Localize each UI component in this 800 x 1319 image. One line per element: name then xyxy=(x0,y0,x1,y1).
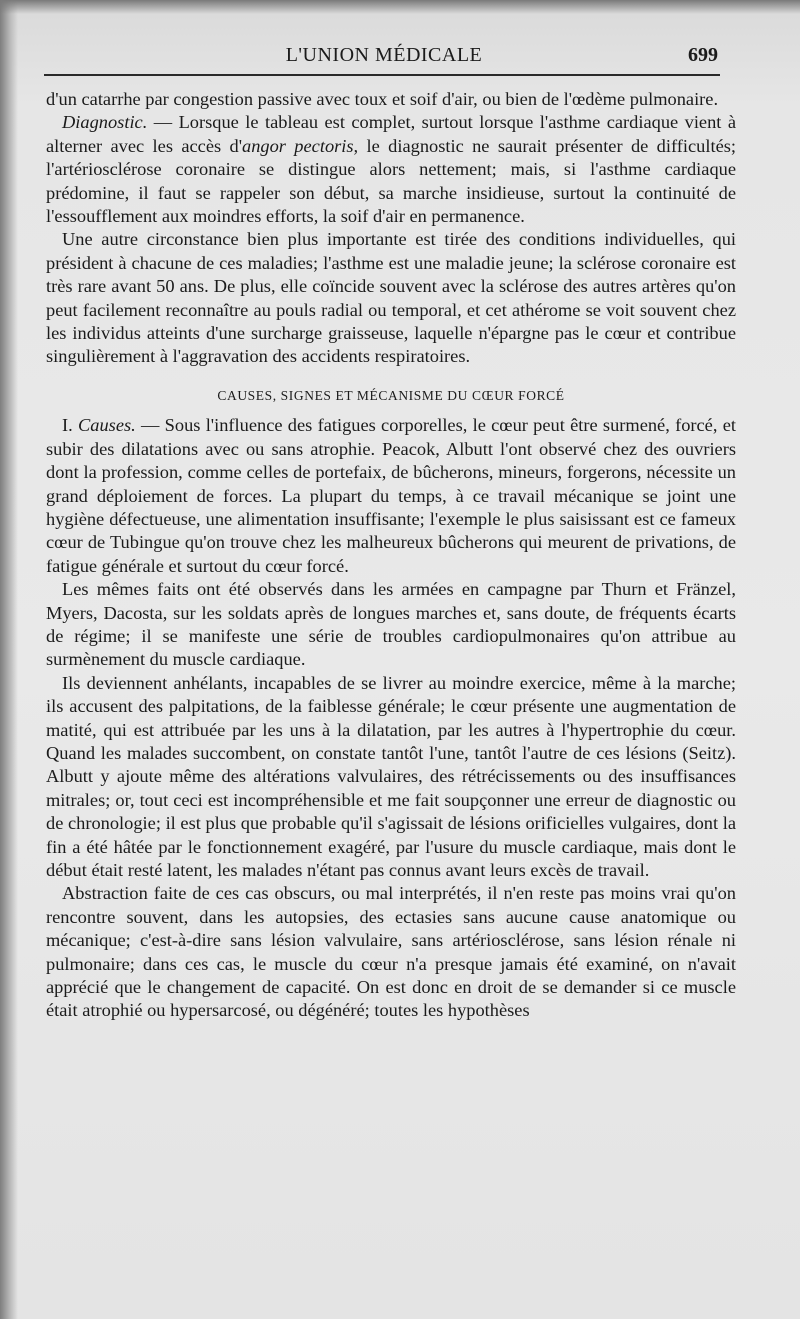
paragraph-lead-diagnostic: Diagnostic. xyxy=(62,112,148,133)
page-gutter-shadow xyxy=(0,0,18,1319)
paragraph-anhelants: Ils deviennent anhélants, incapables de se livrer au moindre exercice, même à la marche; ils accusent des palpitations, de la faiblesse générale; le cœur présente une augmentation de matité, qui est attribuée par les uns à la dilatation, par les autres à l'hypertrophie du cœur. Quand les malades succombent, on constate tantôt l'une, tantôt l'autre de ces lésions (Seitz). Albutt y ajoute même des altérations valvulaires, des rétrécissements ou des insuffisances mitrales; or, tout ceci est incompréhensible et me fait soupçonner une erreur de diagnostic ou de chronologie; il est plus que probable qu'il s'agissait de lésions orificielles vulgaires, dont la fin a été hâtée par le fonctionnement exagéré, par l'usure du muscle cardiaque, mais dont le début était resté latent, les malades n'étant pas connus avant leurs excès de travail. xyxy=(46,672,736,880)
header-rule xyxy=(44,74,720,76)
paragraph-continuation: d'un catarrhe par congestion passive avec toux et soif d'air, ou bien de l'œdème pulmonaire. xyxy=(46,89,719,109)
paragraph-causes xyxy=(46,414,736,578)
page-number: 699 xyxy=(688,44,718,66)
paragraph-diagnostic xyxy=(46,111,736,228)
section-heading: CAUSES, SIGNES ET MÉCANISME DU CŒUR FORCÉ xyxy=(217,387,565,403)
paragraph-abstraction: Abstraction faite de ces cas obscurs, ou mal interprétés, il n'en reste pas moins vrai qu'on rencontre souvent, dans les autopsies, des ectasies sans aucune cause anatomique ou mécanique; c'est-à-dire sans lésion valvulaire, sans artériosclérose, sans lésion rénale ni pulmonaire; dans ces cas, le muscle du cœur n'a presque jamais été examiné, on n'avait apprécié que le changement de capacité. On est donc en droit de se demander si ce muscle était atrophié ou hypersarcosé, ou dégénéré; toutes les hypothèses xyxy=(46,883,736,1021)
paragraph-lead-causes: Causes. xyxy=(78,415,136,436)
page-top-shadow xyxy=(0,0,800,14)
body-text xyxy=(46,88,736,1023)
paragraph-armees: Les mêmes faits ont été observés dans les armées en campagne par Thurn et Fränzel, Myers, Dacosta, sur les soldats après de longues marches et, sans doute, de fréquents écarts de régime; il se manifeste une série de troubles cardiopulmonaires qu'on attribue au surmènement du muscle cardiaque. xyxy=(46,579,736,670)
paragraph-text: le diagnostic ne saurait présenter de difficultés; l'artériosclérose coronaire se distingue alors nettement; mais, si l'asthme cardiaque prédomine, il faut se rappeler son début, sa marche insidieuse, surtout la continuité de l'essoufflement aux moindres efforts, la soif d'air en permanence. xyxy=(46,135,736,227)
journal-title: L'UNION MÉDICALE xyxy=(285,44,483,66)
paragraph-circonstance: Une autre circonstance bien plus importante est tirée des conditions individuelles, qui président à chacune de ces maladies; l'asthme est une maladie jeune; la sclérose coronaire est très rare avant 50 ans. De plus, elle coïncide souvent avec la sclérose des autres artères qu'on peut facilement reconnaître au pouls radial ou temporal, et cet athérome se voit souvent chez les individus atteints d'une surcharge graisseuse, laquelle n'épargne pas le cœur et contribue singulièrement à l'aggravation des accidents respiratoires. xyxy=(46,229,736,367)
section-number: I. xyxy=(62,415,73,436)
paragraph-text: — Sous l'influence des fatigues corporelles, le cœur peut être surmené, forcé, et subir des dilatations avec ou sans atrophie. Peacok, Albutt l'ont observé chez des ouvriers dont la profession, comme celles de portefaix, de bûcherons, mineurs, forgerons, nécessite un grand déploiement de forces. La plupart du temps, à ce travail mécanique se joint une hygiène défectueuse, une alimentation insuffisante; l'exemple le plus saisissant est ce fameux cœur de Tubingue qu'on trouve chez les malheureux bûcherons qui meurent de privations, de fatigue générale et surtout du cœur forcé. xyxy=(46,415,736,576)
term-angor-pectoris: angor pectoris, xyxy=(242,135,359,156)
paragraph-text: — Lorsque le tableau est complet, surtout lorsque l'asthme cardiaque vient à alterner avec les accès d' xyxy=(46,112,736,156)
running-head xyxy=(46,40,722,72)
